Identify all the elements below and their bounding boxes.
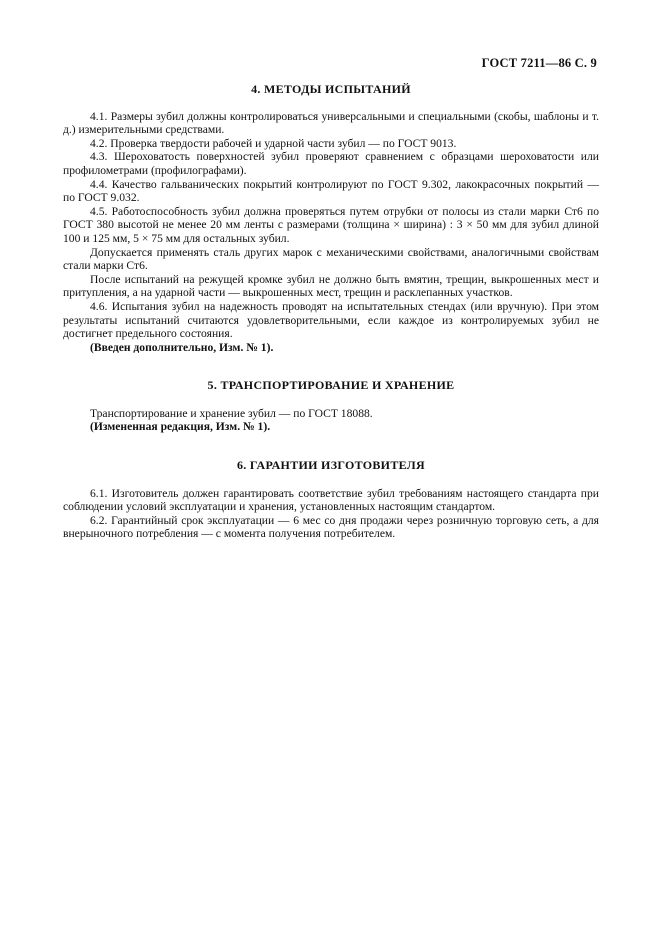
section-4-title: 4. МЕТОДЫ ИСПЫТАНИЙ	[251, 82, 411, 96]
paragraph-6-1: 6.1. Изготовитель должен гарантировать соответствие зубил требованиям настоящего стандарта при соблюдении условий эксплуатации и хранения, установленных настоящим стандартом.	[63, 486, 599, 514]
section-5-title: 5. ТРАНСПОРТИРОВАНИЕ И ХРАНЕНИЕ	[207, 378, 455, 393]
page-content	[63, 83, 599, 541]
paragraph-4-4: 4.4. Качество гальванических покрытий контролируют по ГОСТ 9.302, лакокрасочных покрытий — по ГОСТ 9.032.	[63, 177, 599, 205]
paragraph-5-1: Транспортирование и хранение зубил — по ГОСТ 18088.	[90, 406, 373, 420]
paragraph-6-2: 6.2. Гарантийный срок эксплуатации — 6 мес со дня продажи через розничную торговую сеть, а для внерыночного потребления — с момента получения потребителем.	[63, 513, 599, 541]
paragraph-4-5: 4.5. Работоспособность зубил должна проверяться путем отрубки от полосы из стали марки Ст6 по ГОСТ 380 высотой не менее 20 мм ленты с размерами (толщина × ширина) : 3 × 50 мм для зубил длиной 100 и 125 мм, 5 × 75 мм для остальных зубил.	[63, 204, 599, 245]
paragraph-4-6: 4.6. Испытания зубил на надежность проводят на испытательных стендах (или вручную). При этом результаты испытаний считаются удовлетворительными, если каждое из контролируемых зубил не достигнет предельного состояния.	[63, 299, 599, 341]
paragraph-4-5-after-tests: После испытаний на режущей кромке зубил не должно быть вмятин, трещин, выкрошенных мест и притупления, а на ударной части — выкрошенных мест, трещин и расклепанных участков.	[63, 272, 599, 300]
paragraph-4-2: 4.2. Проверка твердости рабочей и ударной части зубил — по ГОСТ 9013.	[90, 136, 457, 150]
paragraph-4-3: 4.3. Шероховатость поверхностей зубил проверяют сравнением с образцами шероховатости или профилометрами (профилографами).	[63, 150, 599, 177]
paragraph-4-5-steel: Допускается применять сталь других марок с механическими свойствами, аналогичными свойствам стали марки Ст6.	[63, 245, 599, 273]
section-6-title: 6. ГАРАНТИИ ИЗГОТОВИТЕЛЯ	[237, 458, 425, 473]
section-4-amendment-note: (Введен дополнительно, Изм. № 1).	[90, 340, 274, 354]
page-header: ГОСТ 7211—86 С. 9	[481, 56, 597, 70]
paragraph-4-1: 4.1. Размеры зубил должны контролироваться универсальными и специальными (скобы, шаблоны и т. д.) измерительными средствами.	[63, 109, 599, 137]
section-5-amendment-note: (Измененная редакция, Изм. № 1).	[90, 420, 271, 434]
